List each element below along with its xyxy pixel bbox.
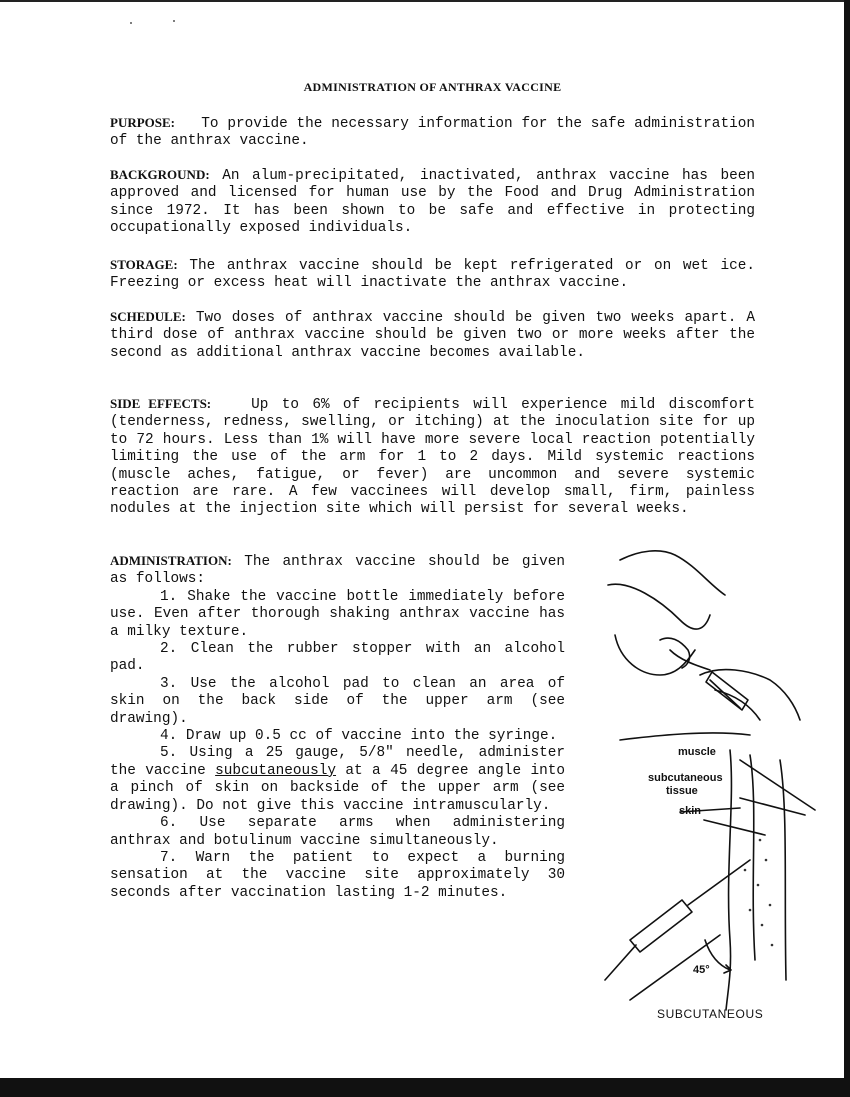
large-syringe-plunger — [605, 945, 636, 980]
storage-text: The anthrax vaccine should be kept refrigerated or on wet ice. Freezing or excess heat will inactivate the anthrax vaccine. — [110, 258, 756, 292]
small-syringe — [706, 672, 748, 710]
administration-step: 2. Clean the rubber stopper with an alcohol pad. — [110, 641, 565, 675]
tissue-dot — [769, 904, 772, 907]
label-tissue: tissue — [666, 785, 698, 797]
administration-step: 6. Use separate arms when administering anthrax and botulinum vaccine simultaneously. — [110, 815, 565, 849]
scan-speck — [130, 22, 132, 24]
leader-line — [704, 820, 765, 835]
administration-label: ADMINISTRATION: — [110, 553, 232, 568]
label-muscle: muscle — [678, 746, 716, 758]
administration-section — [110, 552, 565, 902]
large-syringe-barrel — [630, 900, 692, 952]
step5-mid: administer the vaccine — [110, 745, 566, 779]
step5-post: at a 45 degree angle into a pinch of skin on backside of the upper arm (see drawing). Do not give this vaccine intramuscularly. — [110, 762, 566, 814]
arm-outline — [615, 635, 695, 675]
background-label: BACKGROUND: — [110, 167, 210, 182]
tissue-dot — [757, 884, 760, 887]
administration-step: 4. Draw up 0.5 cc of vaccine into the syringe. — [160, 728, 558, 745]
administration-step-5 — [110, 745, 565, 815]
administration-intro-text: The anthrax vaccine should be given as follows: — [110, 554, 565, 588]
step5-pre: 5. Using a 25 gauge, 5/8" needle, — [160, 745, 467, 762]
tissue-dot — [771, 944, 774, 947]
administration-step: 1. Shake the vaccine bottle immediately before use. Even after thorough shaking anthrax vaccine has a milky texture. — [110, 588, 565, 640]
side-effects-text: Up to 6% of recipients will experience mild discomfort (tenderness, redness, swelling, or itching) at the inoculation site for up to 72 hours. Less than 1% will have more severe local reaction potentially limiting the use of the arm for 1 to 2 days. Mild systemic reactions (muscle aches, fatigue, or fever) are uncommon and severe systemic reaction are rare. A few vaccinees will develop small, firm, painless nodules at the injection site which will persist for several weeks. — [110, 397, 755, 518]
small-syringe — [710, 680, 740, 708]
purpose-section — [110, 114, 755, 151]
administration-step: 3. Use the alcohol pad to clean an area of skin on the back side of the upper arm (see drawing). — [110, 675, 565, 727]
tissue-dot — [765, 859, 768, 862]
label-angle: 45° — [693, 964, 710, 976]
injection-drawing — [600, 540, 830, 1030]
scan-border-bottom — [0, 1078, 850, 1097]
schedule-text: Two doses of anthrax vaccine should be given two weeks apart. A third dose of anthrax vaccine should be given two or more weeks after the second as additional anthrax vaccine becomes available. — [110, 310, 755, 361]
page-title: ADMINISTRATION OF ANTHRAX VACCINE — [303, 80, 562, 94]
syringe-hand — [700, 670, 800, 720]
storage-label: STORAGE: — [110, 257, 178, 272]
figure-caption: SUBCUTANEOUS — [657, 1007, 764, 1021]
tissue-dot — [749, 909, 752, 912]
tissue-dot — [761, 924, 764, 927]
side-effects-label: SIDE EFFECTS: — [110, 396, 212, 411]
muscle-layer — [780, 760, 786, 980]
hand-outline — [608, 584, 710, 629]
storage-section — [110, 256, 755, 293]
label-skin: skin — [679, 805, 702, 817]
tissue-layer — [750, 755, 755, 960]
schedule-label: SCHEDULE: — [110, 309, 186, 324]
purpose-label: PURPOSE: — [110, 115, 175, 130]
background-text: An alum-precipitated, inactivated, anthrax vaccine has been approved and licensed for human use by the Food and Drug Administration since 1972. It has been shown to be safe and effective in protecting occupationally exposed individuals. — [110, 168, 756, 237]
tissue-dot — [744, 869, 747, 872]
purpose-text: To provide the necessary information for the safe administration of the anthrax vaccine. — [110, 116, 755, 150]
leader-line — [740, 760, 815, 810]
label-subcutaneous: subcutaneous — [648, 772, 723, 784]
schedule-section — [110, 308, 755, 362]
upper-arm-outline — [620, 733, 750, 740]
scan-border-top — [0, 0, 850, 2]
scan-border-right — [844, 0, 850, 1097]
large-syringe-needle — [688, 860, 750, 905]
administration-step: 7. Warn the patient to expect a burning sensation at the vaccine site approximately 30 seconds after vaccination lasting 1-2 minutes. — [110, 849, 565, 901]
administration-intro — [110, 552, 565, 589]
finger-outline — [670, 650, 710, 670]
leader-line — [740, 798, 805, 815]
tissue-dot — [759, 839, 762, 842]
scan-speck — [173, 20, 175, 22]
side-effects-section — [110, 395, 755, 519]
background-section — [110, 166, 755, 238]
step5-underlined: subcutaneously — [215, 762, 337, 779]
